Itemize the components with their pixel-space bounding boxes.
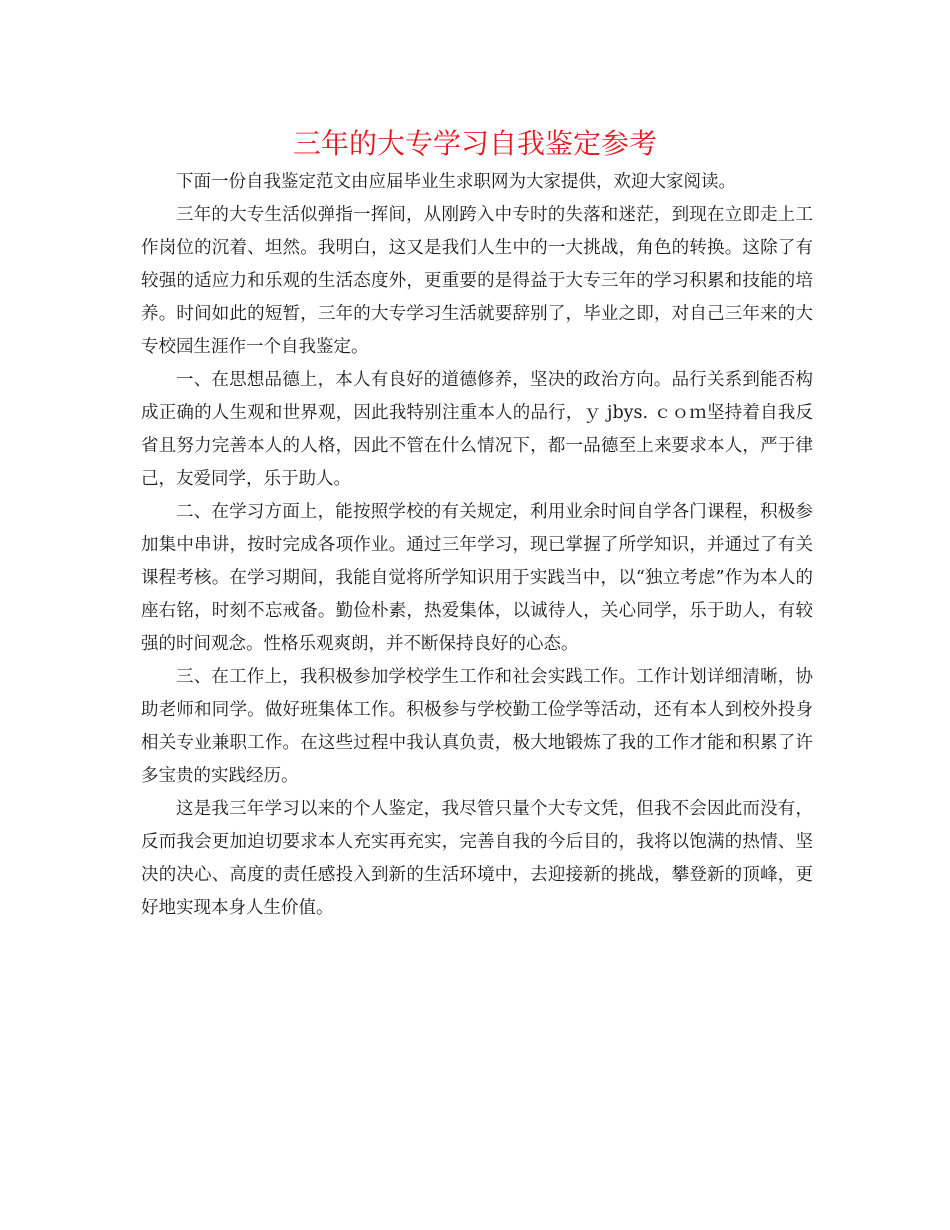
paragraph-study: 二、在学习方面上，能按照学校的有关规定，利用业余时间自学各门课程，积极参加集中串讲，按时完成各项作业。通过三年学习，现已掌握了所学知识，并通过了有关课程考核。在学习期间，我能自觉将所学知识用于实践当中，以“独立考虑”作为本人的座右铭，时刻不忘戒备。勤俭朴素，热爱集体，以诚待人，关心同学，乐于助人，有较强的时间观念。性格乐观爽朗，并不断保持良好的心态。 [141,502,813,654]
paragraph-work: 三、在工作上，我积极参加学校学生工作和社会实践工作。工作计划详细清晰，协助老师和同学。做好班集体工作。积极参与学校勤工俭学等活动，还有本人到校外投身相关专业兼职工作。在这些过程中我认真负责，极大地锻炼了我的工作才能和积累了许多宝贵的实践经历。 [141,667,813,786]
document-body [141,166,813,925]
paragraph-conclusion: 这是我三年学习以来的个人鉴定，我尽管只量个大专文凭，但我不会因此而没有，反而我会更加迫切要求本人充实再充实，完善自我的今后目的，我将以饱满的热情、坚决的决心、高度的责任感投入到新的生活环境中，去迎接新的挑战，攀登新的顶峰，更好地实现本身人生价值。 [141,799,813,918]
paragraph-overview: 三年的大专生活似弹指一挥间，从刚跨入中专时的失落和迷茫，到现在立即走上工作岗位的沉着、坦然。我明白，这又是我们人生中的一大挑战，角色的转换。这除了有较强的适应力和乐观的生活态度外，更重要的是得益于大专三年的学习积累和技能的培养。时间如此的短暂，三年的大专学习生活就要辞别了，毕业之即，对自己三年来的大专校园生涯作一个自我鉴定。 [141,205,813,357]
paragraph-intro: 下面一份自我鉴定范文由应届毕业生求职网为大家提供，欢迎大家阅读。 [176,172,736,192]
paragraph-moral: 一、在思想品德上，本人有良好的道德修养，坚决的政治方向。品行关系到能否构成正确的人生观和世界观，因此我特别注重本人的品行，ｙ jbys. ｃｏｍ坚持着自我反省且努力完善本人的人格，因此不管在什么情况下，都一品德至上来要求本人，严于律己，友爱同学，乐于助人。 [141,370,813,489]
document-title: 三年的大专学习自我鉴定参考 [292,127,657,160]
